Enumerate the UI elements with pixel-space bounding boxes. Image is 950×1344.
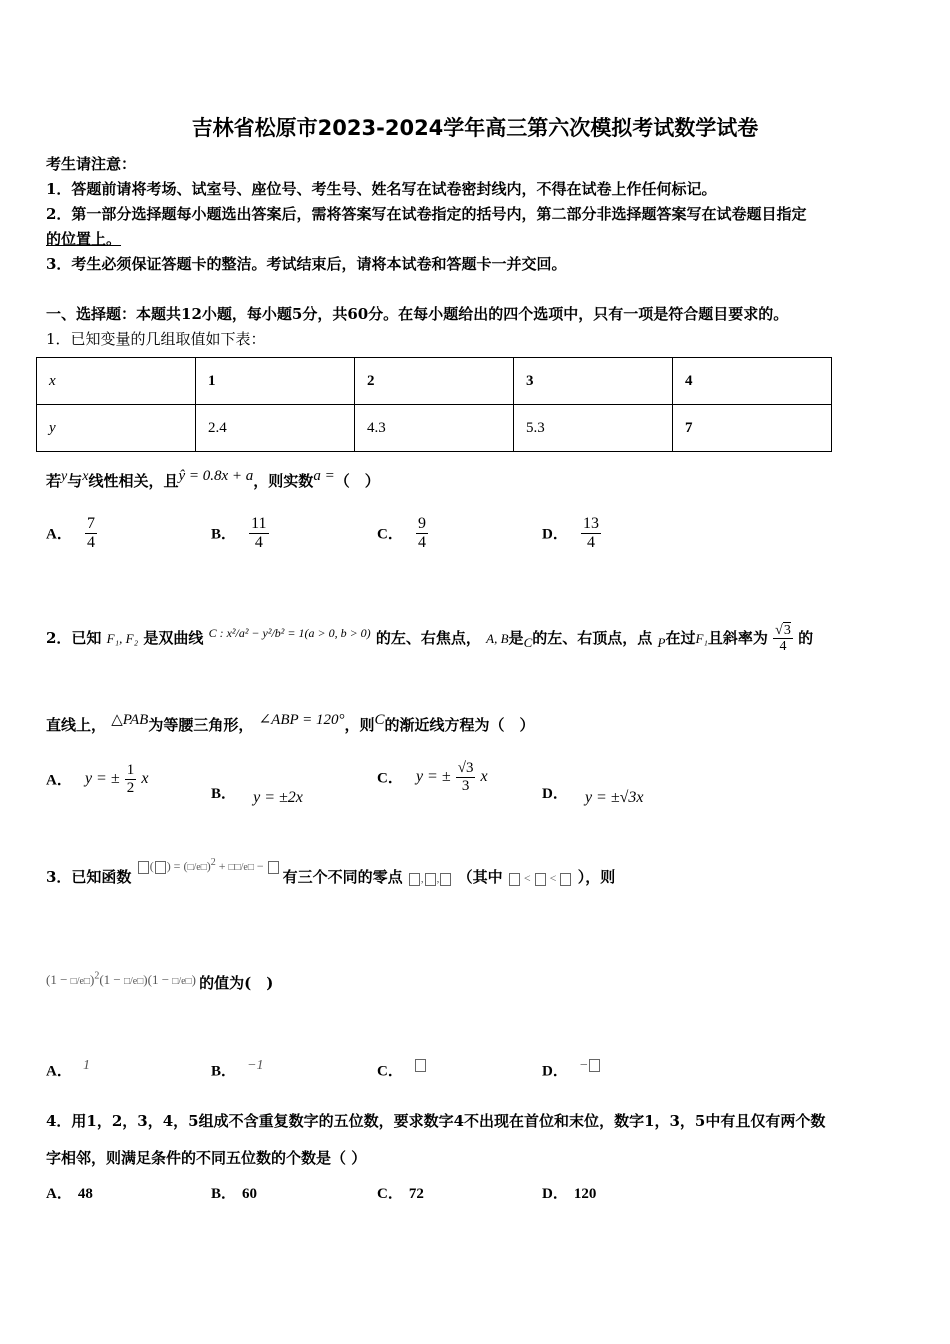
table-cell: 7 (673, 405, 832, 452)
placeholder-glyph (589, 1059, 600, 1072)
table-cell: 2 (355, 358, 514, 405)
q2-text: 的 (798, 628, 814, 647)
q1-stem: 1．已知变量的几组取值如下表： (46, 330, 266, 348)
q2-text: 的渐近线方程为（ ） (384, 716, 535, 734)
foci: F₁, F₂ (106, 630, 139, 646)
q3-text: ），则 (577, 868, 616, 886)
option-denominator: 3 (461, 777, 470, 794)
q2-text: 直线上， (46, 716, 107, 734)
notice-item-2: 2．第一部分选择题每小题选出答案后，需将答案写在试卷指定的括号内，第二部分非选择题答案写在试卷题目指定 (46, 205, 807, 223)
option-denominator: 4 (254, 533, 263, 551)
option-label: A． (46, 772, 72, 789)
option-expr: x (480, 768, 488, 785)
option-label: D． (542, 526, 568, 543)
q3-line-1 (46, 857, 616, 887)
q3-line-2 (46, 972, 273, 993)
table-cell: 4 (673, 358, 832, 405)
option-label: D． (542, 1063, 568, 1080)
page-title: 吉林省松原市2023-2024学年高三第六次模拟考试数学试卷 (191, 116, 759, 140)
q3-option-a[interactable] (46, 1058, 90, 1080)
table-cell: 2.4 (196, 405, 355, 452)
option-label: C． (377, 526, 403, 543)
q3-text: （其中 (457, 868, 503, 886)
option-label: D． (542, 786, 568, 802)
q1-text: ，则实数 (253, 472, 314, 490)
option-label: D． (542, 1186, 568, 1202)
q2-text: 是双曲线 (143, 628, 204, 647)
point-p: P (657, 634, 666, 650)
table-header-y: y (37, 405, 196, 452)
notice-item-2-cont: 的位置上。 (46, 230, 122, 248)
q3-text: 的值为( ) (199, 974, 274, 992)
q1-text: 线性相关，且 (88, 472, 179, 490)
focus-f1: F₁ (695, 630, 708, 646)
var-x: x (82, 469, 89, 484)
q4-option-b[interactable] (211, 1182, 257, 1203)
option-value: − (578, 1058, 589, 1073)
q4-line-2: 字相邻，则满足条件的不同五位数的个数是（ ） (46, 1149, 367, 1167)
q1-value-table (36, 357, 832, 452)
table-cell: 3 (514, 358, 673, 405)
option-expr: x (141, 770, 149, 787)
q2-text: ，则 (344, 716, 375, 734)
curve-c: C (374, 712, 385, 728)
option-expr: y = ±√3x (584, 789, 644, 806)
q1-text: 与 (67, 472, 83, 490)
triangle-pab: △PAB (111, 712, 149, 728)
q1-text: （ ） (334, 472, 380, 490)
ordering-formula-image: < < (508, 871, 573, 885)
q4-option-a[interactable] (46, 1182, 93, 1203)
notice-heading: 考生请注意： (46, 155, 137, 173)
function-formula-image: ( ) = (□/e□)2 + □□/e□ − (137, 859, 283, 873)
option-label: C． (377, 1063, 403, 1080)
option-numerator: 1 (126, 762, 135, 778)
regression-equation: ŷ = 0.8x + a (178, 468, 254, 484)
q1-text: 若 (46, 472, 62, 490)
table-row (37, 405, 832, 452)
option-numerator: 11 (251, 515, 267, 532)
option-value: 48 (77, 1186, 93, 1202)
option-label: B． (211, 526, 237, 543)
q2-option-d[interactable] (542, 782, 644, 806)
q3-option-c[interactable] (377, 1058, 427, 1080)
option-label: A． (46, 526, 72, 543)
option-label: A． (46, 1063, 72, 1080)
notice-item-3: 3．考生必须保证答题卡的整洁。考试结束后，请将本试卷和答题卡一并交回。 (46, 255, 567, 273)
table-header-x: x (37, 358, 196, 405)
option-numerator: 13 (582, 515, 599, 532)
q1-option-d[interactable] (542, 515, 601, 551)
slope-denominator: 4 (779, 639, 787, 655)
angle-abp: ∠ABP = 120° (258, 712, 345, 728)
q2-text: 的左、右焦点， (375, 628, 481, 647)
q2-text: 为等腰三角形， (148, 716, 254, 734)
table-cell: 4.3 (355, 405, 514, 452)
q3-option-d[interactable] (542, 1058, 601, 1080)
q1-option-a[interactable] (46, 515, 97, 551)
option-label: A． (46, 1186, 72, 1202)
option-label: C． (377, 1186, 403, 1202)
option-numerator: √3 (457, 760, 474, 776)
product-formula-image: (1 − □/e□)$^2$(1 − □/e□)(1 − □/e□) (46, 970, 200, 987)
option-denominator: 4 (586, 533, 595, 551)
option-value: 1 (82, 1058, 90, 1073)
table-row (37, 358, 832, 405)
slope-numerator: 3 (783, 623, 791, 638)
q3-text: 3．已知函数 (46, 868, 132, 886)
zeros-formula-image: , , (408, 873, 453, 885)
option-expr: y = ± (84, 770, 120, 787)
var-y: y (61, 469, 68, 484)
hyperbola-equation: C : x²/a² − y²/b² = 1(a > 0, b > 0) (208, 625, 371, 640)
notice-item-1: 1．答题前请将考场、试室号、座位号、考生号、姓名写在试卷密封线内，不得在试卷上作任何标记。 (46, 180, 717, 198)
q1-option-b[interactable] (211, 515, 269, 551)
option-value: 72 (408, 1186, 424, 1202)
option-expr: y = ±2x (253, 789, 303, 806)
option-numerator: 7 (86, 515, 95, 532)
option-denominator: 4 (86, 533, 95, 551)
q2-text: 的左、右顶点，点 (532, 628, 653, 647)
table-cell: 5.3 (514, 405, 673, 452)
option-label: B． (211, 786, 237, 802)
curve-c: C (523, 634, 533, 650)
option-value: 120 (573, 1186, 597, 1202)
q4-line-1: 4．用1，2，3，4，5组成不含重复数字的五位数，要求数字4不出现在首位和末位，数字1，3，5中有且仅有两个数 (46, 1112, 826, 1130)
option-expr: y = ± (415, 768, 451, 785)
option-denominator: 2 (126, 779, 135, 796)
q1-condition (46, 468, 380, 491)
q2-line-2 (46, 710, 535, 735)
q2-text: 在过 (665, 628, 696, 647)
option-label: B． (211, 1186, 237, 1202)
table-cell: 1 (196, 358, 355, 405)
option-value: 60 (242, 1186, 258, 1202)
q3-text: 有三个不同的零点 (282, 868, 403, 886)
option-denominator: 4 (417, 533, 426, 551)
q1-option-c[interactable] (377, 515, 428, 551)
q3-option-b[interactable] (211, 1058, 264, 1080)
vertices: A, B (486, 630, 509, 646)
option-label: B． (211, 1063, 237, 1080)
q4-option-d[interactable] (542, 1182, 596, 1203)
q2-text: 2．已知 (46, 628, 102, 647)
option-label: C． (377, 770, 403, 787)
option-numerator: 9 (417, 515, 426, 532)
q2-option-c[interactable] (377, 760, 488, 794)
section-heading: 一、选择题：本题共12小题，每小题5分，共60分。在每小题给出的四个选项中，只有一项是符合题目要求的。 (46, 305, 789, 323)
q2-line-1: 2．已知 F₁, F₂ 是双曲线 $^{C : x^2/a^2 - y^2/b^2 = 1(a > 0, b > 0)}$ 的左、右焦点， A, B是$_C$的左、右顶点，点 $_P$在过F₁且斜率为 $\frac{√3}{4}$ 的 (46, 623, 814, 655)
q4-option-c[interactable] (377, 1182, 424, 1203)
q2-text: 是 (508, 628, 524, 647)
q2-text: 且斜率为 (707, 628, 768, 647)
q2-option-a[interactable] (46, 762, 148, 796)
q2-option-b[interactable] (211, 782, 303, 806)
placeholder-glyph (415, 1059, 426, 1072)
var-a: a = (313, 468, 335, 484)
option-value: −1 (247, 1058, 264, 1073)
